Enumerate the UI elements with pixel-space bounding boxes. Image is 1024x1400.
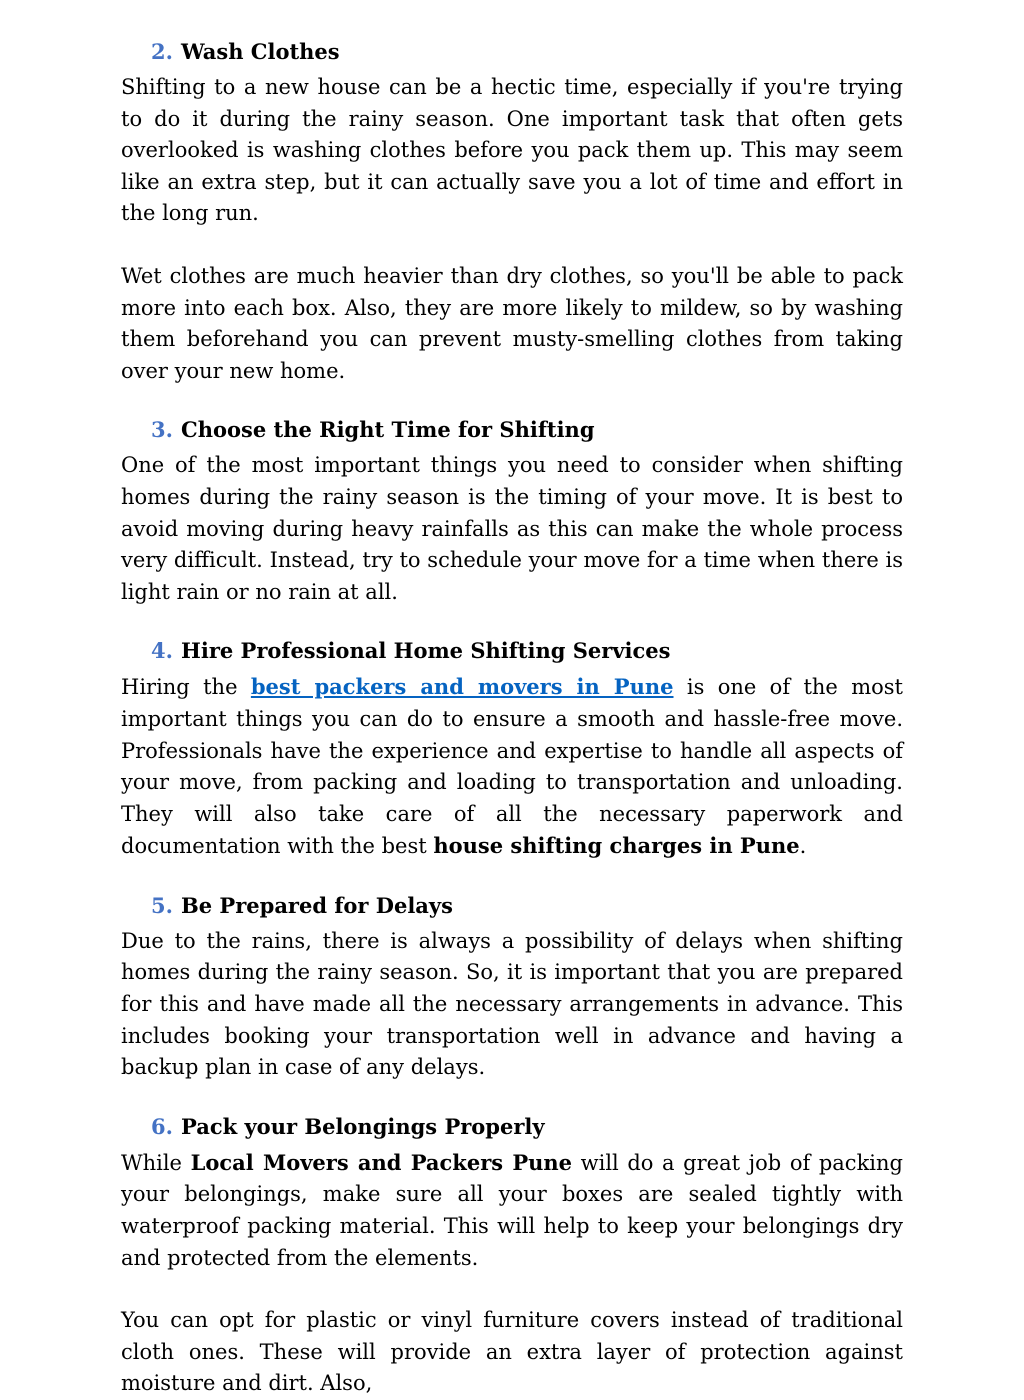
section-title: Be Prepared for Delays [181, 892, 453, 918]
section-number: 2. [151, 39, 173, 64]
section-pack-belongings [121, 1110, 903, 1400]
paragraph: Wet clothes are much heavier than dry clothes, so you'll be able to pack more into each box. Also, they are more likely to mildew, so by washing them beforehand you can prevent musty-smelling clothes from taking over your new home. [121, 263, 903, 383]
section-wash-clothes [121, 35, 903, 387]
paragraph: Shifting to a new house can be a hectic time, especially if you're trying to do it during the rainy season. One important task that often gets overlooked is washing clothes before you pack them up. This may seem like an extra step, but it can actually save you a lot of time and effort in the long run. [121, 75, 903, 226]
text-run: . [799, 834, 807, 859]
section-heading [121, 35, 903, 69]
text-run: is one of the most important things you can do to ensure a smooth and hassle-free move. Professionals have the experience and expertise to handle all aspects of your move, from packing and loading to transportation and unloading. They will also take care of all the necessary paperwork and documentation with the best [121, 675, 903, 859]
paragraph: One of the most important things you need to consider when shifting homes during the rainy season is the timing of your move. It is best to avoid moving during heavy rainfalls as this can make the whole process very difficult. Instead, try to schedule your move for a time when there is light rain or no rain at all. [121, 453, 903, 604]
section-heading [121, 1110, 903, 1144]
section-title: Pack your Belongings Properly [181, 1113, 545, 1139]
paragraph [121, 1147, 903, 1274]
text-run: will do a great job of packing your belongings, make sure all your boxes are sealed tightly with waterproof packing material. This will help to keep your belongings dry and protected from the elements. [121, 1150, 903, 1270]
bold-text: house shifting charges in Pune [433, 833, 800, 859]
paragraph: You can opt for plastic or vinyl furniture covers instead of traditional cloth ones. These will provide an extra layer of protection against moisture and dirt. Also, [121, 1308, 903, 1396]
section-number: 5. [151, 892, 173, 918]
document-content [121, 35, 903, 1400]
section-heading [121, 634, 903, 668]
section-title: Choose the Right Time for Shifting [181, 417, 595, 443]
section-right-time [121, 413, 903, 608]
text-run: Hiring the [121, 675, 251, 700]
section-delays [121, 889, 903, 1084]
section-title: Wash Clothes [181, 39, 340, 64]
bold-text: Local Movers and Packers Pune [190, 1149, 573, 1175]
section-heading [121, 889, 903, 923]
packers-movers-link[interactable]: best packers and movers in Pune [250, 674, 674, 700]
section-hire-professionals [121, 634, 903, 863]
section-number: 3. [151, 417, 173, 443]
section-heading [121, 413, 903, 447]
section-number: 4. [151, 638, 173, 664]
text-run: While [121, 1150, 191, 1175]
section-number: 6. [151, 1113, 173, 1139]
paragraph [121, 671, 903, 863]
paragraph: Due to the rains, there is always a possibility of delays when shifting homes during the rainy season. So, it is important that you are prepared for this and have made all the necessary arrangements in advance. This includes booking your transportation well in advance and having a backup plan in case of any delays. [121, 928, 903, 1080]
section-title: Hire Professional Home Shifting Services [181, 638, 671, 664]
